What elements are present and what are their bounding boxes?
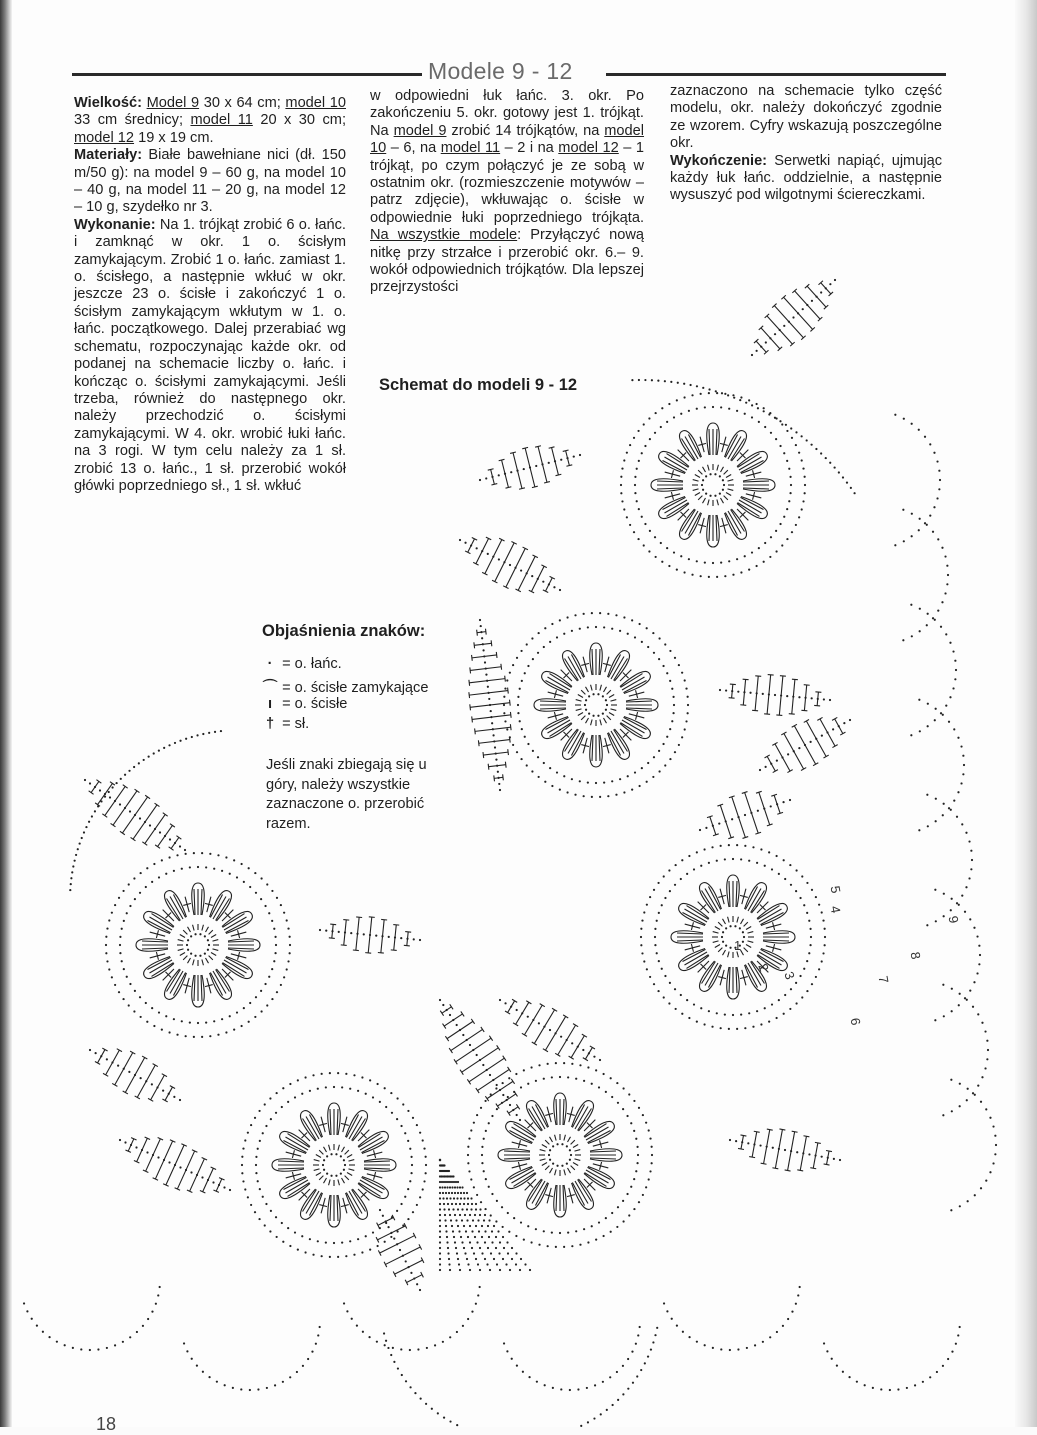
slip-stitch-symbol-icon: ⌒: [262, 680, 278, 696]
page-number: 18: [96, 1414, 117, 1434]
size12: 19 x 19 cm.: [134, 129, 214, 146]
single-crochet-symbol-icon: ı: [267, 696, 273, 712]
size11: 20 x 30 cm;: [252, 112, 346, 129]
col3-text-1: zaznaczono na schemacie tylko część modelu, okr. należy dokończyć zgodnie ze wzorem. Cyfry wskazują poszczególne okr.: [670, 83, 942, 152]
round-number: 9: [945, 914, 962, 925]
round-number: 1: [734, 938, 742, 953]
col2-all-models: Na wszystkie modele: [370, 227, 518, 244]
legend-text: = o. ścisłe zamykające: [282, 680, 429, 696]
col2-text-4: – 2 i na: [500, 140, 559, 157]
double-crochet-symbol-icon: †: [265, 716, 275, 732]
work-label: Wykonanie:: [74, 216, 156, 233]
model10-link: model 10: [285, 95, 346, 111]
col2-model10: model 10: [370, 122, 645, 157]
round-number: 2: [755, 961, 772, 974]
round-number: 5: [827, 884, 844, 895]
finish-text: Serwetki napiąć, ujmując każdy łuk łańc. oddzielnie, a następnie wysuszyć pod wilgotnymi ściereczkami.: [670, 152, 942, 204]
col2-model11: model 11: [440, 140, 501, 157]
round-number: 6: [847, 1016, 864, 1027]
col2-text-5: – 1 trójkąt, po czym połączyć je ze sobą w ostatnim okr. (rozmieszczenie motywów – patrz zdjęcie), wkłuwając o. ścisłe w odpowiednie łuki poprzedniego trójkąta.: [370, 140, 644, 226]
col2-model12: model 12: [558, 140, 619, 157]
legend-text: = sł.: [282, 716, 310, 732]
col2-text-2: zrobić 14 trójkątów, na: [446, 122, 605, 139]
legend-note: Jeśli znaki zbiegają się u góry, należy wszystkie zaznaczone o. przerobić razem.: [266, 757, 427, 832]
schema-title: Schemat do modeli 9 - 12: [379, 376, 578, 394]
legend-text: = o. ścisłe: [282, 696, 348, 712]
col2-text-3: – 6, na: [386, 140, 441, 157]
size9: 30 x 64 cm;: [199, 95, 286, 111]
model9-link: Model 9: [146, 95, 200, 111]
legend-title: Objaśnienia znaków:: [262, 622, 426, 640]
finish-label: Wykończenie:: [670, 152, 768, 169]
round-number: 3: [781, 969, 798, 982]
page-title: Modele 9 - 12: [428, 58, 573, 84]
materials-text: Białe bawełniane nici (dł. 150 m/50 g): na model 9 – 60 g, na model 10 – 40 g, na model 11 – 20 g, na model 12 – 10 g, szydełko nr 3.: [74, 147, 346, 216]
legend-text: = o. łańc.: [282, 656, 342, 672]
materials-label: Materiały:: [74, 147, 143, 164]
col2-text-6: : Przyłączyć nową nitkę przy strzałce i przerobić okr. 6.– 9. wokół odpowiednich trójkątów. Dla lepszej przejrzystości: [370, 227, 644, 296]
round-number: 8: [907, 950, 924, 961]
col2-text-1: w odpowiedni łuk łańc. 3. okr. Po zakończeniu 5. okr. gotowy jest 1. trójkąt. Na: [370, 88, 644, 139]
size-label: Wielkość:: [74, 95, 142, 111]
round-number: 7: [875, 974, 892, 985]
model11-link: model 11: [190, 112, 253, 129]
work-text: Na 1. trójkąt zrobić 6 o. łańc. i zamknąć w okr. 1 o. ścisłym zamykającym. Zrobić 1 o. łańc. zamiast 1. o. ścisłego, a następnie wkłuć w okr. jeszcze 23 o. ścisłe i zakończyć 1 o. ścisłym zamykającym wkłutym w 1. o. łańc. początkowego. Dalej przerabiać wg schematu, rozpoczynając każde okr. od podanej na schemacie liczby o. łańc. i kończąc o. ścisłymi zamykającymi. Jeśli trzeba, również do następnego okr. należy przechodzić o. ścisłymi zamykającymi. W 4. okr. wrobić łuki łańc. na 3 rogi. W tym celu należy za 1 sł. zrobić 13 o. łańc., 1 sł. przerobić wokół główki poprzedniego sł., 1 sł. wkłuć: [74, 216, 346, 494]
size10: 33 cm średnicy;: [74, 112, 191, 129]
col2-model9: model 9: [393, 122, 447, 139]
chain-symbol-icon: ·: [267, 656, 273, 672]
model12-link: model 12: [74, 129, 135, 146]
round-number: 4: [827, 904, 844, 915]
